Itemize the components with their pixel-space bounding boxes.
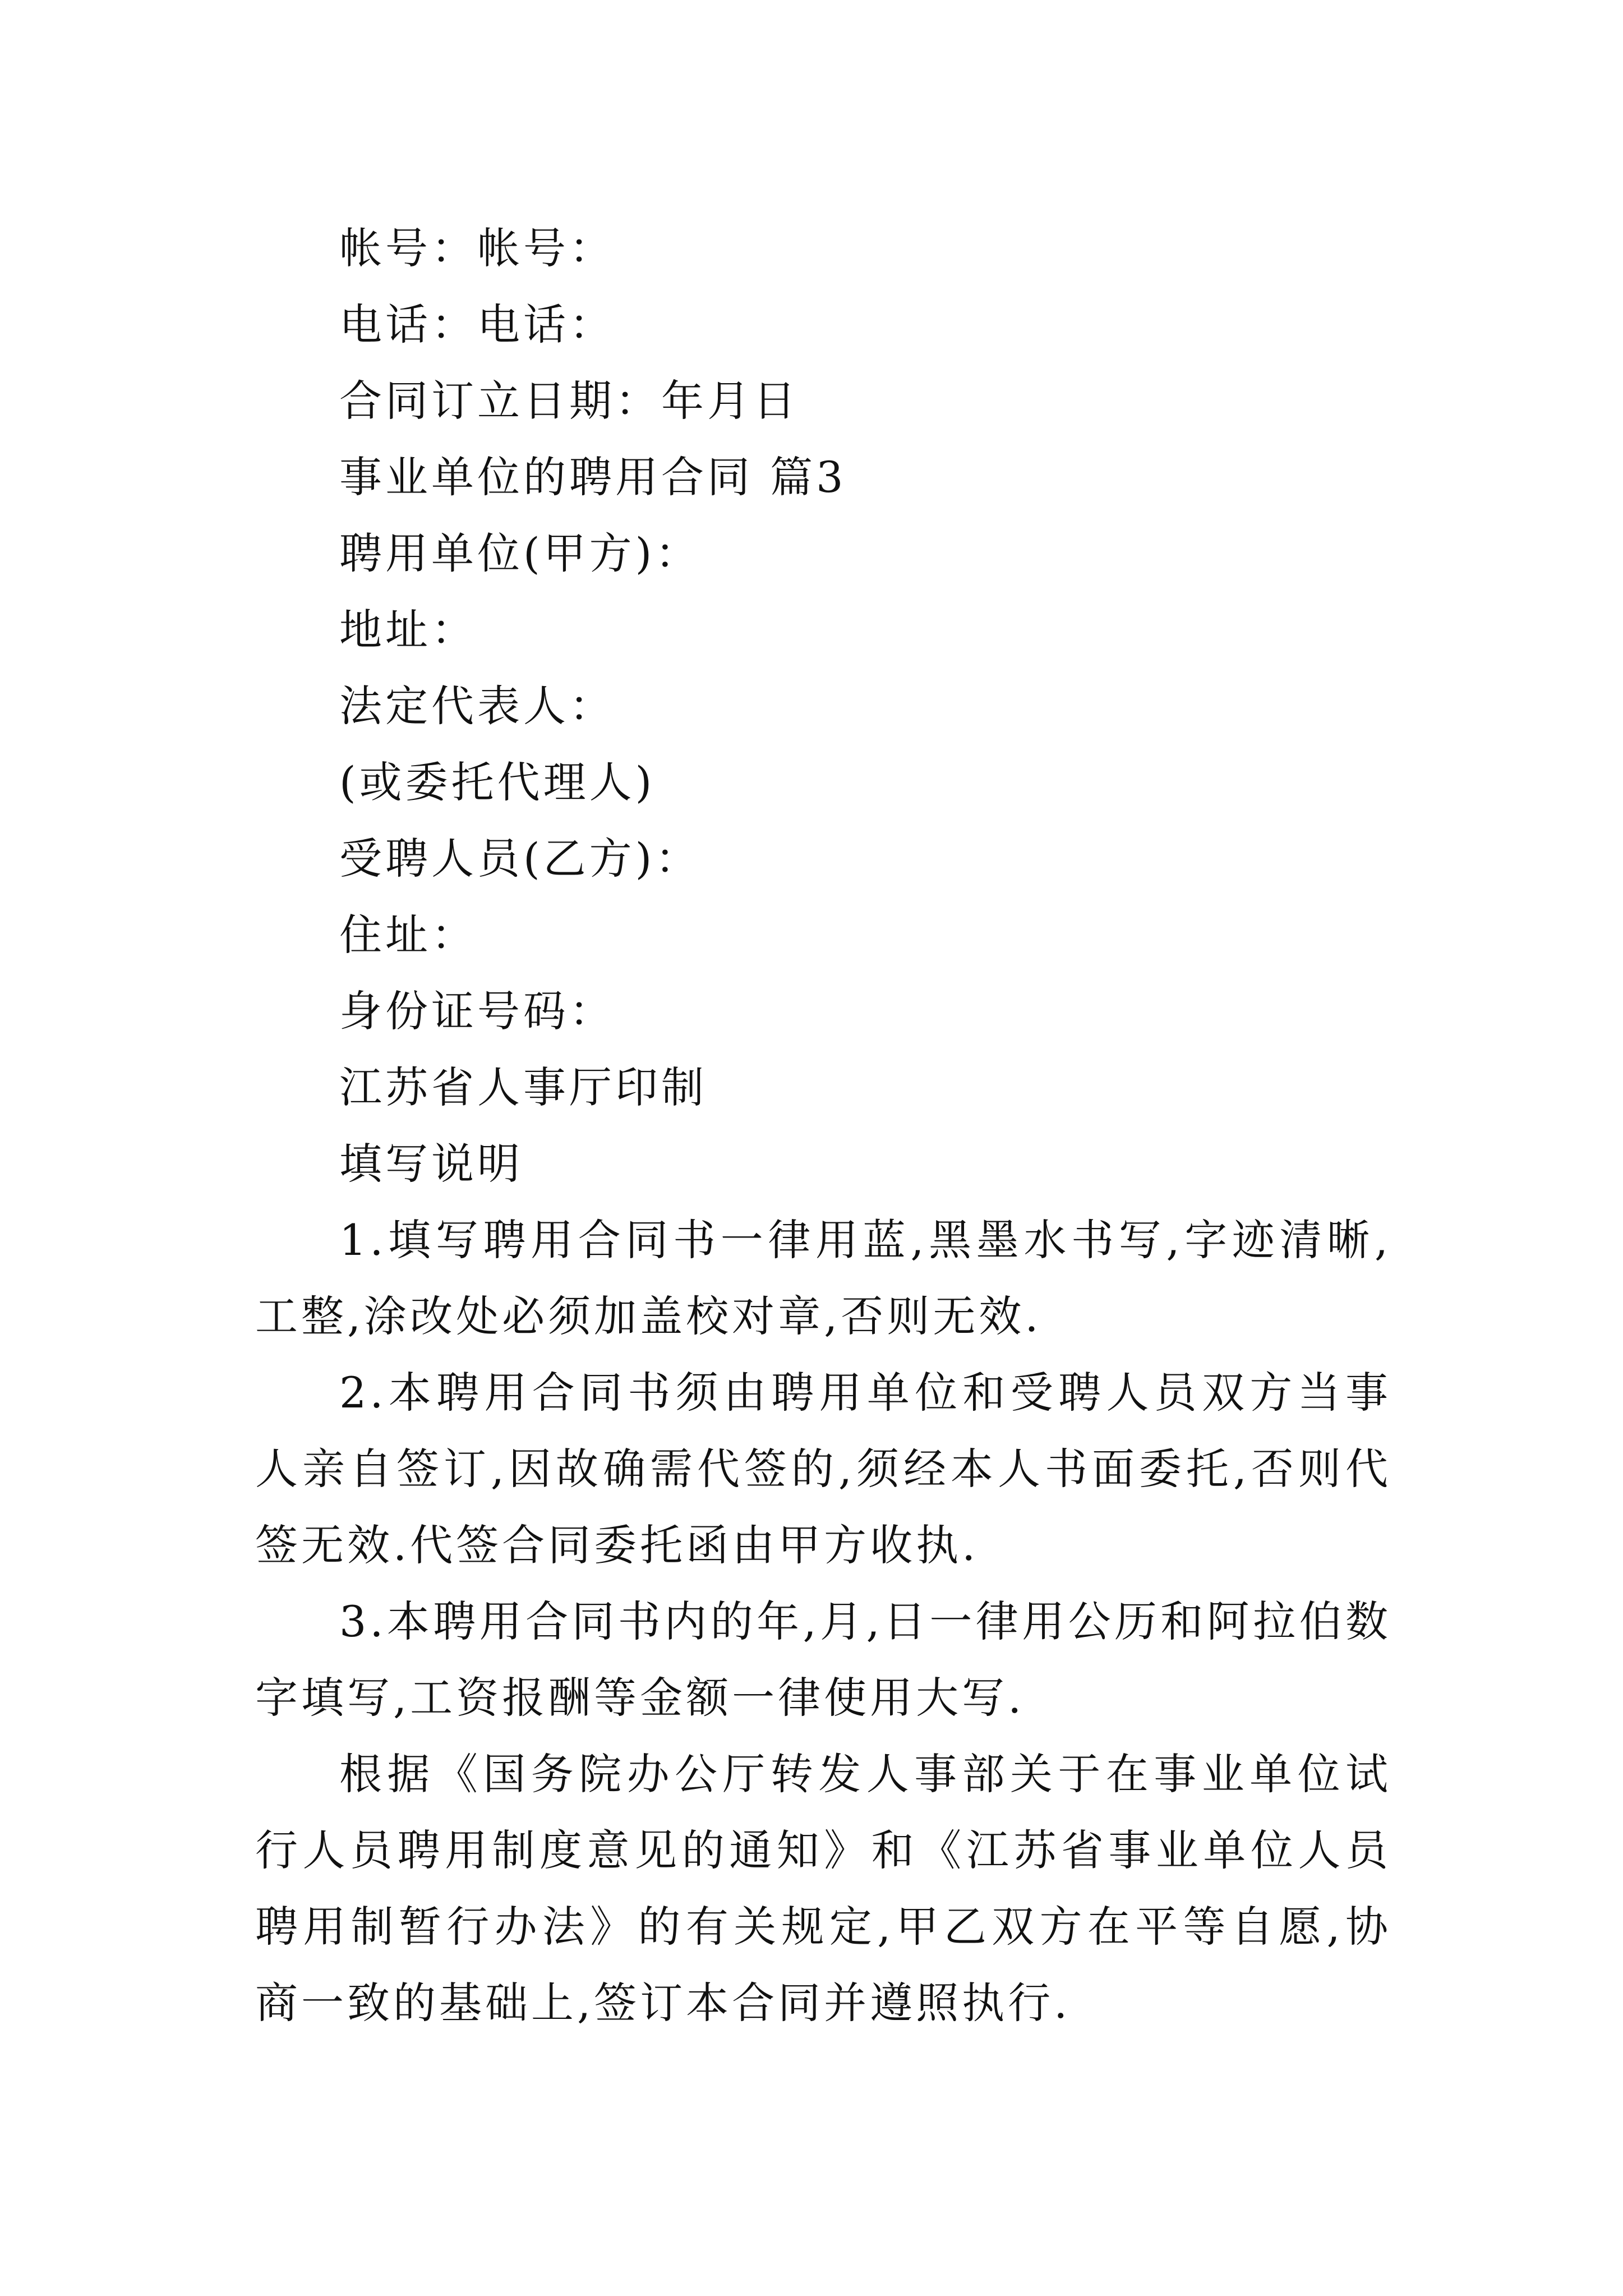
instruction-paragraph-1: 1.填写聘用合同书一律用蓝,黑墨水书写,字迹清晰,工整,涂改处必须加盖校对章,否则无效. bbox=[255, 1215, 1391, 1341]
contract-date-line: 合同订立日期：年月日 bbox=[339, 376, 799, 426]
basis-paragraph: 根据《国务院办公厅转发人事部关于在事业单位试行人员聘用制度意见的通知》和《江苏省事业单位人员聘用制暂行办法》的有关规定,甲乙双方在平等自愿,协商一致的基础上,签订本合同并遵照执行. bbox=[255, 1749, 1391, 2028]
address-line: 地址： bbox=[339, 605, 477, 655]
instructions-heading: 填写说明 bbox=[339, 1139, 523, 1189]
account-line: 帐号：帐号： bbox=[339, 223, 615, 273]
instruction-paragraph-3: 3.本聘用合同书内的年,月,日一律用公历和阿拉伯数字填写,工资报酬等金额一律使用大写. bbox=[255, 1596, 1391, 1723]
id-number-line: 身份证号码： bbox=[339, 986, 615, 1036]
employer-line: 聘用单位(甲方)： bbox=[339, 528, 702, 578]
instruction-paragraph-2: 2.本聘用合同书须由聘用单位和受聘人员双方当事人亲自签订,因故确需代签的,须经本人书面委托,否则代签无效.代签合同委托函由甲方收执. bbox=[255, 1368, 1391, 1570]
residence-line: 住址： bbox=[339, 910, 477, 960]
legal-representative-line: 法定代表人： bbox=[339, 681, 615, 731]
document-body bbox=[255, 210, 1391, 2041]
section-title: 事业单位的聘用合同 篇3 bbox=[339, 452, 847, 502]
employee-line: 受聘人员(乙方)： bbox=[339, 834, 702, 884]
phone-line: 电话：电话： bbox=[339, 300, 615, 349]
printer-line: 江苏省人事厅印制 bbox=[339, 1062, 707, 1112]
agent-line: (或委托代理人) bbox=[339, 757, 656, 807]
